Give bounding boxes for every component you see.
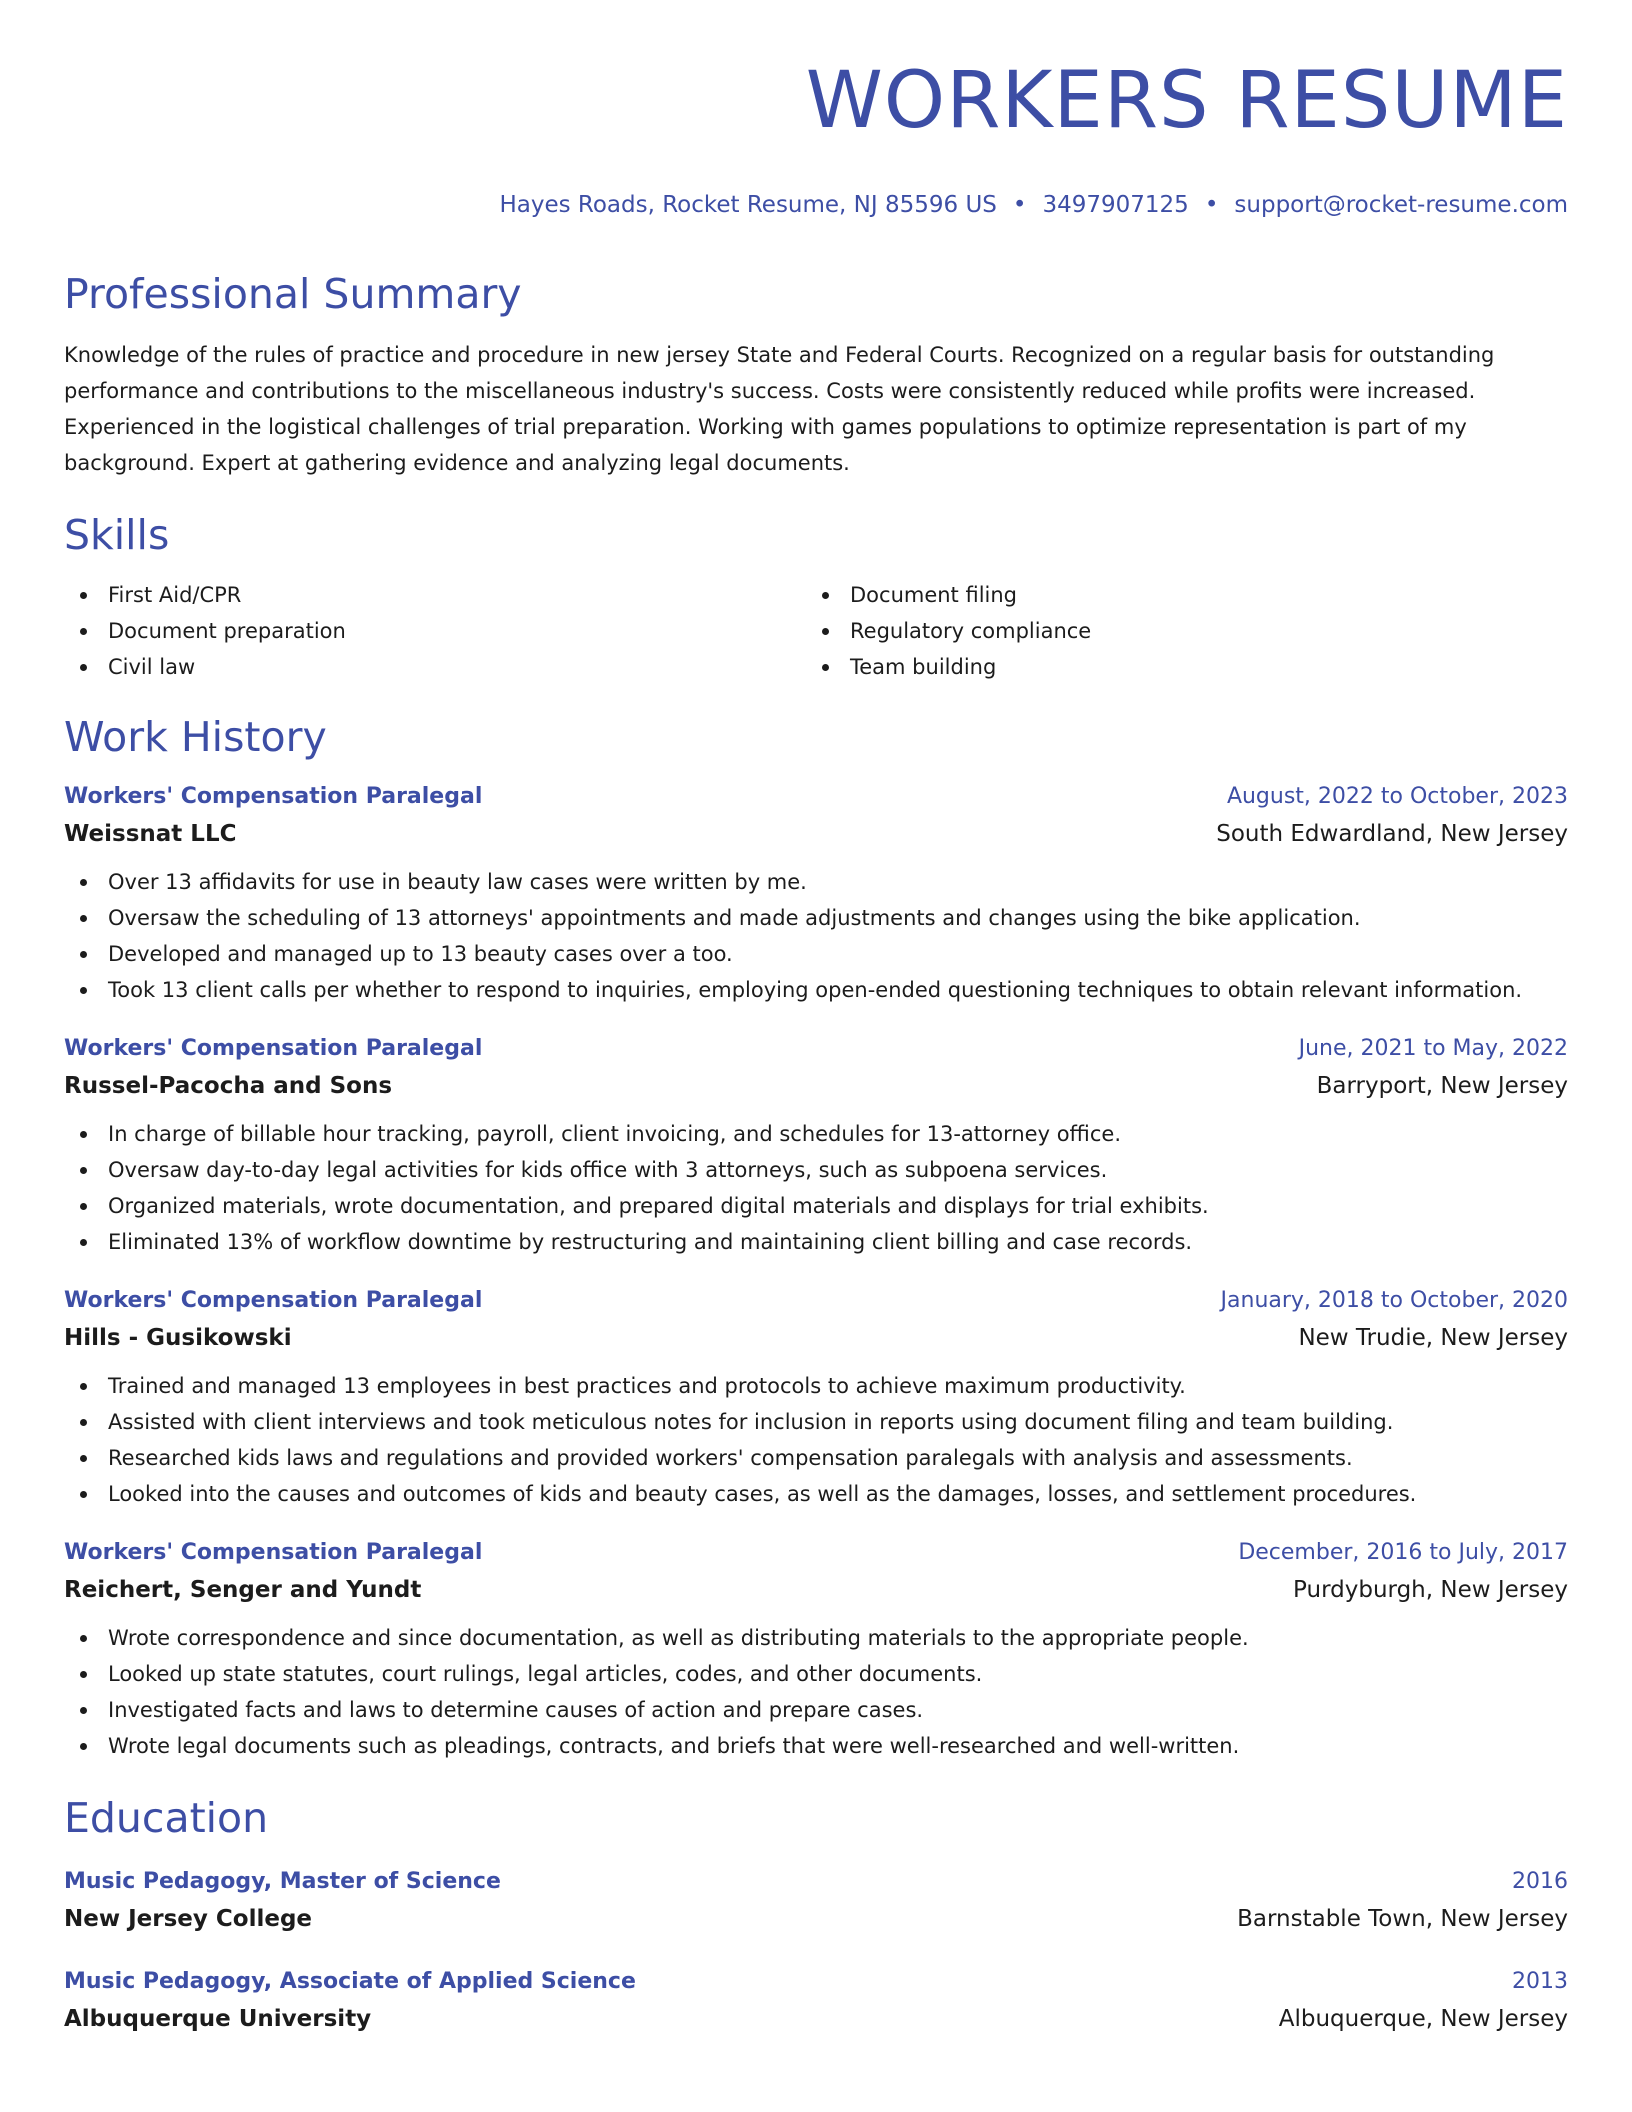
job-bullet: Developed and managed up to 13 beauty cases over a too. [64,936,1568,972]
job-dates: June, 2021 to May, 2022 [1298,1035,1568,1061]
job-bullet: Over 13 affidavits for use in beauty law cases were written by me. [64,864,1568,900]
education-location: Albuquerque, New Jersey [1278,2006,1568,2032]
job-bullet: Oversaw day-to-day legal activities for kids office with 3 attorneys, such as subpoena services. [64,1152,1568,1188]
job-company: Hills - Gusikowski [64,1324,292,1351]
contact-address: Hayes Roads, Rocket Resume, NJ 85596 US [499,192,997,219]
candidate-name: WORKERS RESUME [805,56,1568,146]
resume-page [64,0,1568,2039]
contact-separator: • [1204,192,1219,219]
skill-item: Document preparation [64,613,806,649]
job-title: Workers' Compensation Paralegal [64,1287,483,1313]
job-entry [64,780,1568,1008]
work-history-list [64,780,1568,1764]
job-company: Russel-Pacocha and Sons [64,1072,393,1099]
skill-item: Document filing [806,577,1548,613]
summary-text: Knowledge of the rules of practice and procedure in new jersey State and Federal Courts. Recognized on a regular basis for outstanding performance and contributions to the miscellaneous industry's success. Costs were consistently reduced while profits were increased. Experienced in the logistical challenges of trial preparation. Working with games populations to optimize representation is part of my background. Expert at gathering evidence and analyzing legal documents. [64,343,1495,476]
education-school: New Jersey College [64,1906,313,1932]
education-location: Barnstable Town, New Jersey [1237,1906,1568,1932]
job-bullets [64,1368,1568,1512]
job-bullet: Oversaw the scheduling of 13 attorneys' appointments and made adjustments and changes using the bike application. [64,900,1568,936]
contact-email: support@rocket-resume.com [1234,192,1568,219]
job-title: Workers' Compensation Paralegal [64,783,483,809]
education-degree: Music Pedagogy, Associate of Applied Science [64,1969,636,1994]
job-bullet: Took 13 client calls per whether to respond to inquiries, employing open-ended questioning techniques to obtain relevant information. [64,972,1568,1008]
job-bullet: Eliminated 13% of workflow downtime by restructuring and maintaining client billing and case records. [64,1224,1568,1260]
contact-line [64,192,1568,218]
job-title: Workers' Compensation Paralegal [64,1035,483,1061]
contact-phone: 3497907125 [1042,192,1189,219]
summary-heading: Professional Summary [64,270,522,319]
skill-item: Civil law [64,649,806,685]
skills-column-right [806,577,1548,685]
job-bullet: Looked into the causes and outcomes of kids and beauty cases, as well as the damages, losses, and settlement procedures. [64,1476,1568,1512]
job-company: Reichert, Senger and Yundt [64,1576,422,1603]
job-entry [64,1536,1568,1764]
job-title: Workers' Compensation Paralegal [64,1539,483,1565]
contact-separator: • [1012,192,1027,219]
job-bullets [64,1620,1568,1764]
job-bullets [64,1116,1568,1260]
job-bullet: Wrote legal documents such as pleadings, contracts, and briefs that were well-researched and well-written. [64,1728,1568,1764]
job-bullet: In charge of billable hour tracking, payroll, client invoicing, and schedules for 13-attorney office. [64,1116,1568,1152]
education-year: 2016 [1512,1869,1568,1894]
education-year: 2013 [1512,1969,1568,1994]
skill-item: Regulatory compliance [806,613,1548,649]
job-bullet: Trained and managed 13 employees in best practices and protocols to achieve maximum productivity. [64,1368,1568,1404]
education-entry [64,1865,1568,1939]
job-company: Weissnat LLC [64,820,237,847]
job-dates: January, 2018 to October, 2020 [1220,1287,1568,1313]
job-bullet: Assisted with client interviews and took meticulous notes for inclusion in reports using document filing and team building. [64,1404,1568,1440]
skills-column-left [64,577,806,685]
education-degree: Music Pedagogy, Master of Science [64,1869,501,1894]
education-school: Albuquerque University [64,2006,372,2032]
education-heading: Education [64,1793,269,1842]
job-bullet: Investigated facts and laws to determine causes of action and prepare cases. [64,1692,1568,1728]
job-bullet: Organized materials, wrote documentation, and prepared digital materials and displays for trial exhibits. [64,1188,1568,1224]
education-entry [64,1965,1568,2039]
skill-item: First Aid/CPR [64,577,806,613]
job-location: Purdyburgh, New Jersey [1293,1576,1568,1603]
job-bullets [64,864,1568,1008]
skills-list [64,577,1568,685]
job-bullet: Researched kids laws and regulations and provided workers' compensation paralegals with analysis and assessments. [64,1440,1568,1476]
job-location: South Edwardland, New Jersey [1216,820,1568,847]
job-bullet: Looked up state statutes, court rulings, legal articles, codes, and other documents. [64,1656,1568,1692]
skills-heading: Skills [64,511,170,560]
job-bullet: Wrote correspondence and since documentation, as well as distributing materials to the appropriate people. [64,1620,1568,1656]
job-entry [64,1032,1568,1260]
skill-item: Team building [806,649,1548,685]
job-location: New Trudie, New Jersey [1298,1324,1568,1351]
job-dates: August, 2022 to October, 2023 [1226,783,1568,809]
work-history-heading: Work History [64,712,327,761]
job-location: Barryport, New Jersey [1316,1072,1568,1099]
education-list [64,1865,1568,2039]
job-dates: December, 2016 to July, 2017 [1238,1539,1568,1565]
job-entry [64,1284,1568,1512]
